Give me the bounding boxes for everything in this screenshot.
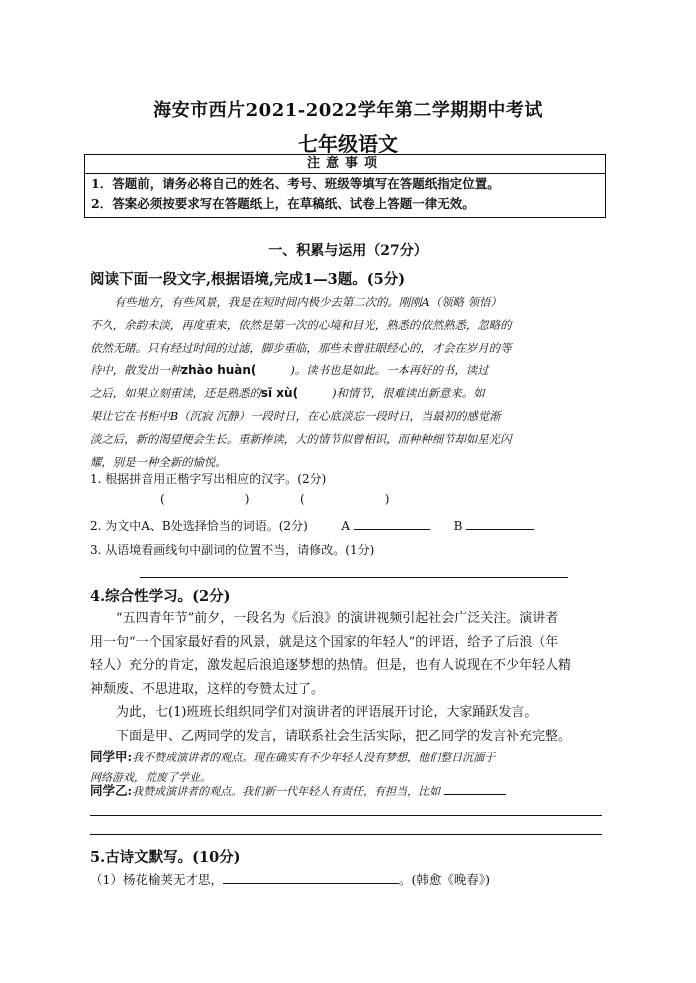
- question-4-text: [90, 607, 606, 748]
- reading-passage: [90, 291, 606, 473]
- question-1: 1. 根据拼音用正楷字写出相应的汉字。(2分): [90, 472, 327, 486]
- text-line: 用一句“一个国家最好看的风景，就是这个国家的年轻人”的评语，给予了后浪（年: [90, 634, 559, 650]
- passage-line: [90, 359, 606, 382]
- answer-blank[interactable]: [444, 783, 506, 795]
- answer-paren-1[interactable]: ( ): [160, 492, 250, 506]
- option-a-label: A: [341, 519, 351, 533]
- question-5-heading: 5.古诗文默写。(10分): [90, 849, 241, 866]
- notice-box: [84, 154, 606, 218]
- jia-text: 网络游戏，荒废了学业。: [90, 771, 211, 784]
- passage-line: 有些地方，有些风景，我是在短时间内极少去第二次的。刚刚A（领略 领悟）: [114, 295, 502, 309]
- speaker-yi: 同学乙:: [90, 783, 133, 798]
- speaker-jia: 同学甲:: [90, 749, 133, 764]
- passage-text: )。读书也是如此。一本再好的书，读过: [290, 363, 489, 378]
- student-yi-speech: [90, 780, 606, 801]
- answer-line[interactable]: [90, 834, 602, 835]
- answer-blank-b[interactable]: [466, 518, 534, 530]
- question-3: 3. 从语境看画线句中副词的位置不当，请修改。(1分): [90, 543, 375, 557]
- text-line: “五四青年节”前夕，一段名为《后浪》的演讲视频引起社会广泛关注。演讲者: [116, 611, 559, 626]
- pinyin-zhaohuan: zhào huàn(: [181, 363, 257, 378]
- question-5-item-1: （1）杨花榆荚无才思， 。(韩愈《晚春》): [90, 872, 490, 887]
- passage-text: )和情节，很难读出新意来。如: [332, 386, 485, 401]
- answer-paren-2[interactable]: ( ): [300, 492, 390, 506]
- text-line: 为此，七(1)班班长组织同学们对演讲者的评语展开讨论，大家踊跃发言。: [116, 705, 538, 720]
- passage-line: 耀，别是一种全新的愉悦。: [90, 454, 227, 469]
- answer-blank[interactable]: [223, 872, 399, 884]
- answer-line[interactable]: [140, 577, 568, 578]
- passage-line: [90, 382, 606, 405]
- answer-blank-a[interactable]: [354, 518, 430, 530]
- passage-text: 待中，散发出一种: [90, 363, 182, 378]
- exam-title: 海安市西片2021-2022学年第二学期期中考试: [153, 100, 543, 121]
- option-b-label: B: [453, 519, 463, 533]
- yi-text: 我赞成演讲者的观点。我们新一代年轻人有责任，有担当，比如: [132, 785, 441, 798]
- question-4-heading: 4.综合性学习。(2分): [90, 588, 231, 605]
- text-line: 轻人）充分的肯定，激发起后浪追逐梦想的热情。但是，也有人说现在不少年轻人精: [90, 658, 572, 673]
- jia-text: 我不赞成演讲者的观点。现在确实有不少年轻人没有梦想，他们整日沉湎于: [132, 751, 496, 764]
- text-line: 神颓废、不思进取，这样的夸赞太过了。: [90, 681, 325, 697]
- section-title: 一、积累与运用（27分）: [268, 243, 428, 259]
- text-line: 下面是甲、乙两同学的发言，请联系社会生活实际，把乙同学的发言补充完整。: [116, 728, 572, 744]
- notice-item-1: 1．答题前，请务必将自己的姓名、考号、班级等填写在答题纸指定位置。: [91, 176, 500, 191]
- pinyin-sixu: sī xù(: [260, 386, 299, 401]
- passage-text: 之后，如果立刻重读，还是熟悉的: [90, 386, 261, 401]
- question-1-3-heading: 阅读下面一段文字,根据语境,完成1—3题。(5分): [90, 271, 406, 288]
- answer-line[interactable]: [90, 815, 602, 816]
- subject-title: 七年级语文: [298, 132, 398, 156]
- passage-line: 淡之后，新的渴望便会生长。重新捧读，大的情节似曾相识，而种种细节却如星光闪: [90, 431, 512, 446]
- question-2: 2. 为文中A、B处选择恰当的词语。(2分) A B: [90, 517, 534, 534]
- notice-item-2: 2．答案必须按要求写在答题纸上，在草稿纸、试卷上答题一律无效。: [91, 196, 475, 211]
- passage-line: 果让它在书柜中B（沉寂 沉静）一段时日，在心底淡忘一段时日，当最初的感觉渐: [90, 408, 501, 423]
- passage-line: 不久，余韵未淡，再度重来，依然是第一次的心境和目光，熟悉的依然熟悉，忽略的: [90, 317, 512, 332]
- notice-heading: 注意事项: [85, 155, 605, 174]
- passage-line: 依然无睹。只有经过时间的过滤，脚步重临，那些未曾驻眼经心的，才会在岁月的等: [90, 340, 512, 355]
